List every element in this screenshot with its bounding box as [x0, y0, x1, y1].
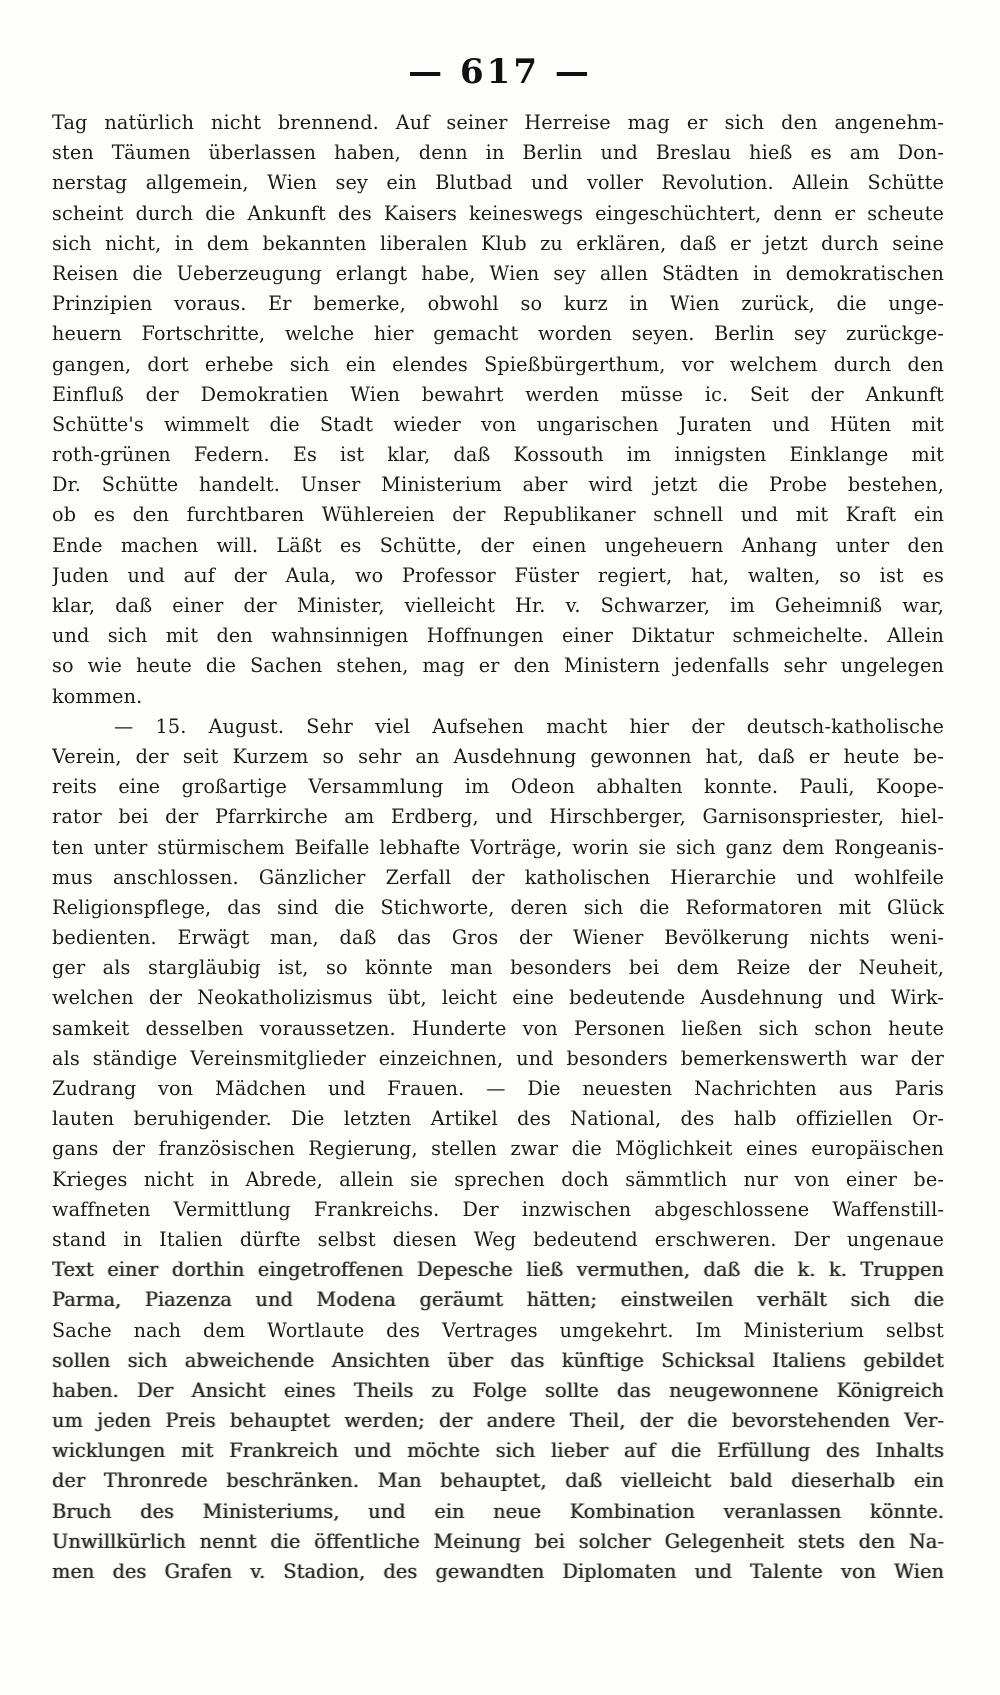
- text-line: wicklungen mit Frankreich und möchte sich lieber auf die Erfüllung des Inhalts: [52, 1439, 944, 1463]
- text-line: als ständige Vereinsmitglieder einzeichnen, und besonders bemerkenswerth war der: [52, 1046, 944, 1070]
- text-line: bedienten. Erwägt man, daß das Gros der Wiener Bevölkerung nichts weni-: [52, 926, 944, 950]
- text-line: Zudrang von Mädchen und Frauen. — Die neuesten Nachrichten aus Paris: [52, 1077, 944, 1100]
- text-line: der Thronrede beschränken. Man behauptet, daß vielleicht bald dieserhalb ein: [52, 1469, 944, 1493]
- text-line: Einfluß der Demokratien Wien bewahrt werden müsse ic. Seit der Ankunft: [52, 382, 944, 406]
- text-line: lauten beruhigender. Die letzten Artikel des National, des halb offiziellen Or-: [52, 1107, 944, 1131]
- text-line: waffneten Vermittlung Frankreichs. Der inzwischen abgeschlossene Waffenstill-: [52, 1197, 944, 1221]
- text-line: Bruch des Ministeriums, und ein neue Kombination veranlassen könnte.: [52, 1499, 944, 1523]
- text-line: Parma, Piazenza und Modena geräumt hätten; einstweilen verhält sich die: [52, 1288, 944, 1312]
- text-line: gangen, dort erhebe sich ein elendes Spießbürgerthum, vor welchem durch den: [52, 352, 944, 376]
- text-line: scheint durch die Ankunft des Kaisers keineswegs eingeschüchtert, denn er scheute: [52, 201, 944, 225]
- text-line: Juden und auf der Aula, wo Professor Füster regiert, hat, walten, so ist es: [52, 563, 944, 587]
- text-line: Ende machen will. Läßt es Schütte, der einen ungeheuern Anhang unter den: [52, 533, 944, 557]
- text-line: sollen sich abweichende Ansichten über das künftige Schicksal Italiens gebildet: [52, 1348, 944, 1372]
- text-line: Verein, der seit Kurzem so sehr an Ausdehnung gewonnen hat, daß er heute be-: [52, 744, 944, 768]
- text-line: gans der französischen Regierung, stellen zwar die Möglichkeit eines europäischen: [52, 1137, 944, 1161]
- text-line: heuern Fortschritte, welche hier gemacht worden seyen. Berlin sey zurückge-: [52, 322, 944, 346]
- text-line: um jeden Preis behauptet werden; der andere Theil, der die bevorstehenden Ver-: [52, 1409, 944, 1433]
- text-line: sten Täumen überlassen haben, denn in Berlin und Breslau hieß es am Don-: [52, 141, 944, 165]
- text-line: rator bei der Pfarrkirche am Erdberg, und Hirschberger, Garnisonspriester, hiel-: [52, 805, 944, 829]
- text-line: ger als stargläubig ist, so könnte man besonders bei dem Reize der Neuheit,: [52, 956, 944, 980]
- text-line: ob es den furchtbaren Wühlereien der Republikaner schnell und mit Kraft ein: [52, 503, 944, 527]
- text-line: mus anschlossen. Gänzlicher Zerfall der katholischen Hierarchie und wohlfeile: [52, 865, 944, 889]
- text-line: Schütte's wimmelt die Stadt wieder von ungarischen Juraten und Hüten mit: [52, 412, 944, 436]
- text-line: Dr. Schütte handelt. Unser Ministerium aber wird jetzt die Probe bestehen,: [52, 473, 944, 497]
- text-line: kommen.: [52, 684, 143, 708]
- text-line: men des Grafen v. Stadion, des gewandten Diplomaten und Talente von Wien: [52, 1560, 944, 1583]
- text-line: welchen der Neokatholizismus übt, leicht eine bedeutende Ausdehnung und Wirk-: [52, 986, 944, 1010]
- body-text: [52, 108, 944, 1587]
- text-line: Reisen die Ueberzeugung erlangt habe, Wien sey allen Städten in demokratischen: [52, 261, 944, 285]
- page-number: — 617 —: [408, 52, 592, 92]
- text-line: samkeit desselben voraussetzen. Hunderte von Personen ließen sich schon heute: [52, 1016, 944, 1040]
- text-line: Unwillkürlich nennt die öffentliche Meinung bei solcher Gelegenheit stets den Na-: [52, 1529, 944, 1553]
- text-line: sich nicht, in dem bekannten liberalen Klub zu erklären, daß er jetzt durch seine: [52, 231, 944, 255]
- text-line: Prinzipien voraus. Er bemerke, obwohl so kurz in Wien zurück, die unge-: [52, 292, 944, 316]
- text-line: Tag natürlich nicht brennend. Auf seiner Herreise mag er sich den angenehm-: [52, 111, 944, 134]
- text-line: klar, daß einer der Minister, vielleicht Hr. v. Schwarzer, im Geheimniß war,: [52, 594, 944, 617]
- text-line: roth-grünen Federn. Es ist klar, daß Kossouth im innigsten Einklange mit: [52, 443, 944, 467]
- text-line: Text einer dorthin eingetroffenen Depesche ließ vermuthen, daß die k. k. Truppen: [52, 1258, 944, 1282]
- text-line: ten unter stürmischem Beifalle lebhafte Vorträge, worin sie sich ganz dem Rongeanis-: [52, 835, 944, 859]
- text-line: Sache nach dem Wortlaute des Vertrages umgekehrt. Im Ministerium selbst: [52, 1318, 944, 1342]
- text-line: so wie heute die Sachen stehen, mag er den Ministern jedenfalls sehr ungelegen: [52, 654, 944, 678]
- text-line: und sich mit den wahnsinnigen Hoffnungen einer Diktatur schmeichelte. Allein: [52, 624, 944, 648]
- text-line: Krieges nicht in Abrede, allein sie sprechen doch sämmtlich nur von einer be-: [52, 1167, 944, 1191]
- text-line: nerstag allgemein, Wien sey ein Blutbad und voller Revolution. Allein Schütte: [52, 171, 944, 195]
- text-line: reits eine großartige Versammlung im Odeon abhalten konnte. Pauli, Koope-: [52, 775, 944, 799]
- text-line: haben. Der Ansicht eines Theils zu Folge sollte das neugewonnene Königreich: [52, 1378, 944, 1402]
- text-line: stand in Italien dürfte selbst diesen Weg bedeutend erschweren. Der ungenaue: [52, 1227, 944, 1251]
- paragraph-start-line: — 15. August. Sehr viel Aufsehen macht hier der deutsch-katholische: [114, 714, 944, 738]
- text-line: Religionspflege, das sind die Stichworte, deren sich die Reformatoren mit Glück: [52, 895, 944, 919]
